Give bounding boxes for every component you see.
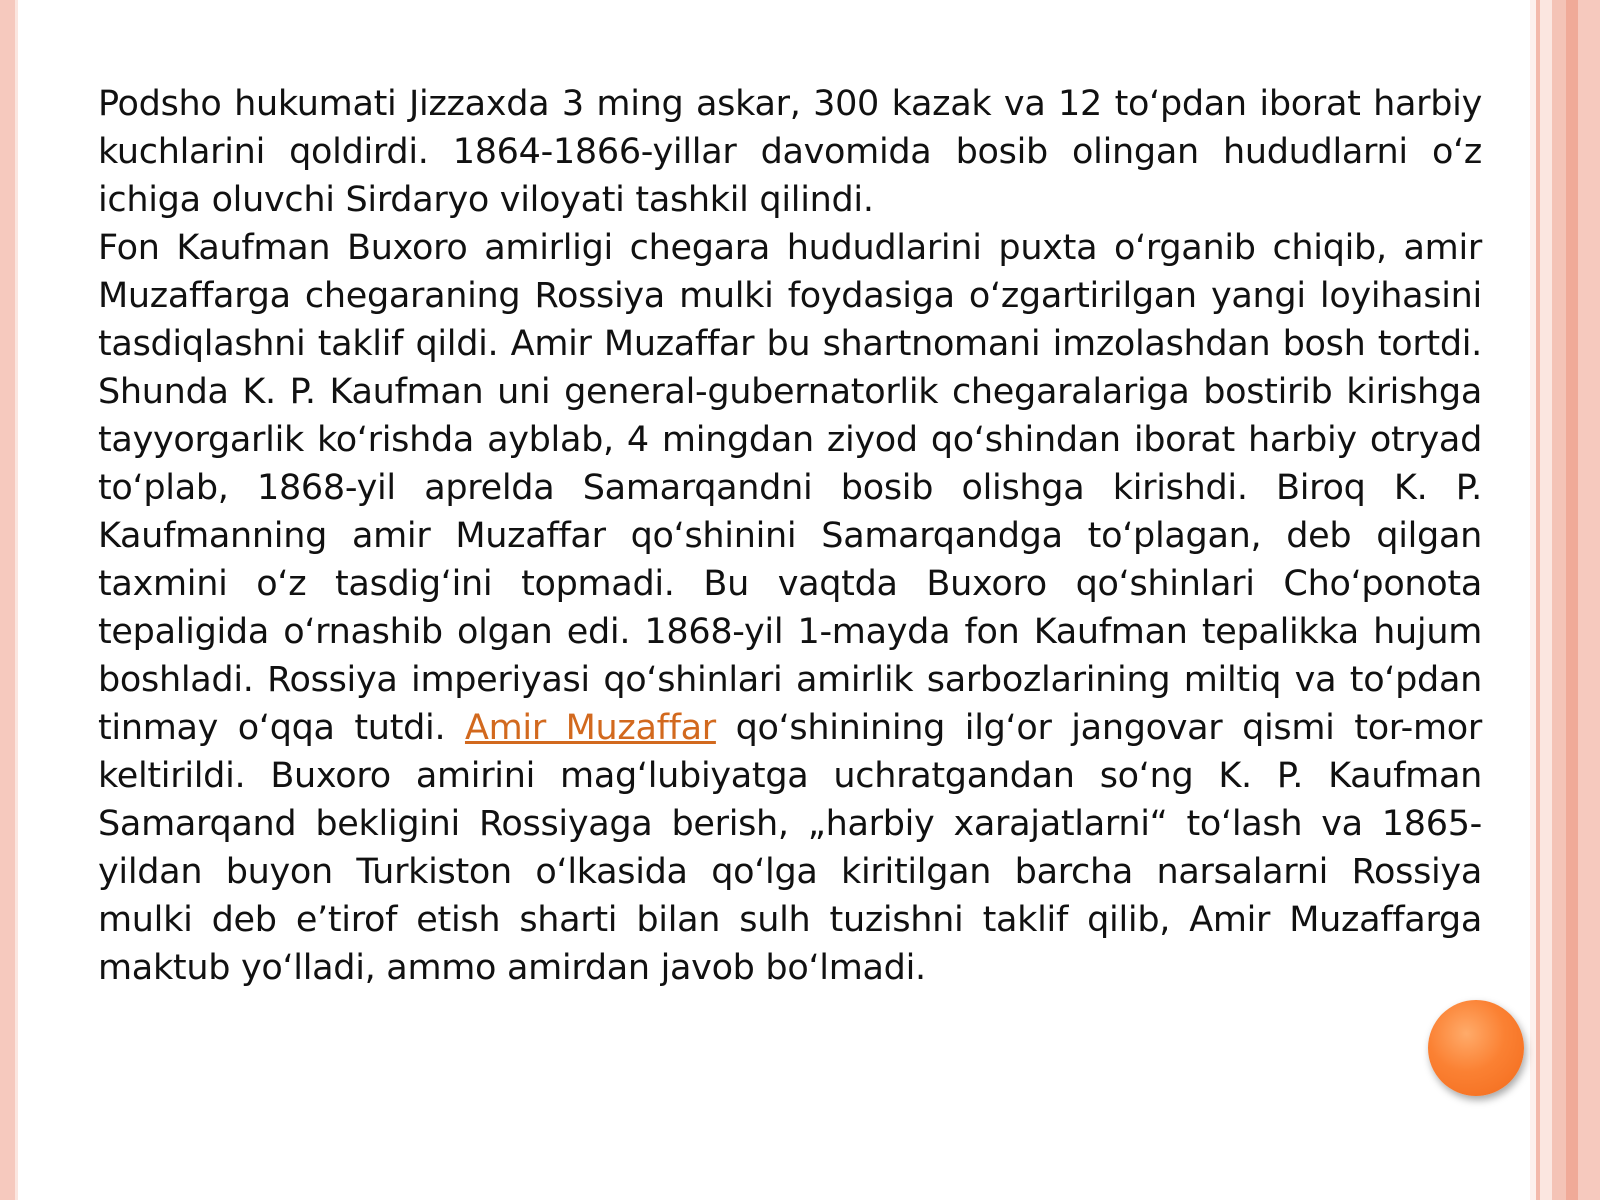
paragraph-1: Podsho hukumati Jizzaxda 3 ming askar, 300 kazak va 12 to‘pdan iborat harbiy kuchlarini qoldirdi. 1864-1866-yillar davomida bosib olingan hududlarni o‘z ichiga oluvchi Sirdaryo viloyati tashkil qilindi. xyxy=(98,84,1482,220)
left-decorative-border xyxy=(0,0,18,1200)
paragraph-2 xyxy=(98,224,1482,992)
slide xyxy=(18,0,1530,1200)
paragraph-2-before-link: Fon Kaufman Buxoro amirligi chegara hududlarini puxta o‘rganib chiqib, amir Muzaffarga chegaraning Rossiya mulki foydasiga o‘zgartirilgan yangi loyihasini tasdiqlashni taklif qildi. Amir Muzaffar bu shartnomani imzolashdan bosh tortdi. Shunda K. P. Kaufman uni general-gubernatorlik chegaralariga bostirib kirishga tayyorgarlik ko‘rishda ayblab, 4 mingdan ziyod qo‘shindan iborat harbiy otryad to‘plab, 1868-yil aprelda Samarqandni bosib olishga kirishdi. Biroq K. P. Kaufmanning amir Muzaffar qo‘shinini Samarqandga to‘plagan, deb qilgan taxmini o‘z tasdig‘ini topmadi. Bu vaqtda Buxoro qo‘shinlari Cho‘ponota tepaligida o‘rnashib olgan edi. 1868-yil 1-mayda fon Kaufman tepalikka hujum boshladi. Rossiya imperiyasi qo‘shinlari amirlik sarbozlarining miltiq va to‘pdan tinmay o‘qqa tutdi. xyxy=(98,228,1482,748)
paragraph-2-after-link: qo‘shinining ilg‘or jangovar qismi tor-mor keltirildi. Buxoro amirini mag‘lubiyatga uchratgandan so‘ng K. P. Kaufman Samarqand bekligini Rossiyaga berish, „harbiy xarajatlarni“ to‘lash va 1865-yildan buyon Turkiston o‘lkasida qo‘lga kiritilgan barcha narsalarni Rossiya mulki deb e’tirof etish sharti bilan sulh tuzishni taklif qilib, Amir Muzaffarga maktub yo‘lladi, ammo amirdan javob bo‘lmadi. xyxy=(98,708,1482,988)
slide-body-text xyxy=(98,80,1482,992)
right-decorative-border xyxy=(1530,0,1600,1200)
orange-circle-decoration xyxy=(1428,1000,1524,1096)
amir-muzaffar-link[interactable]: Amir Muzaffar xyxy=(464,708,716,748)
